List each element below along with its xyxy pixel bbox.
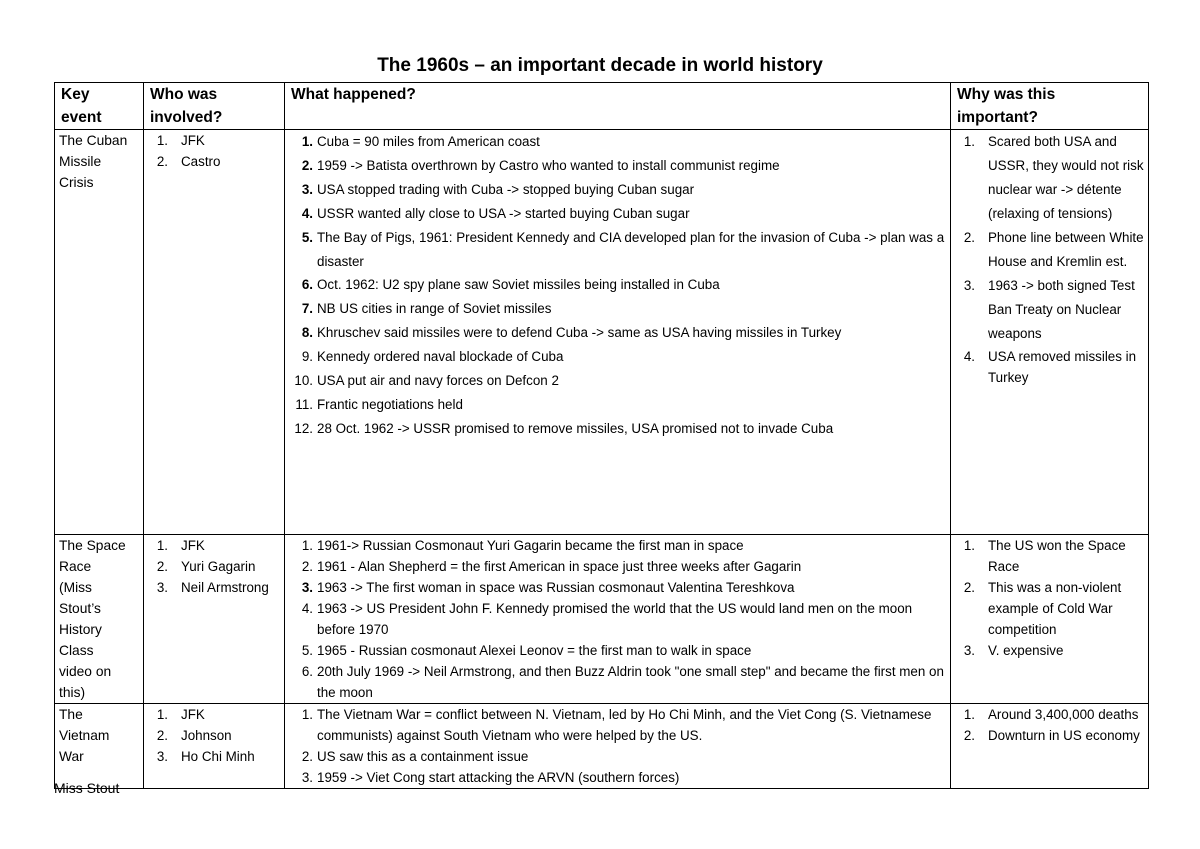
list-item: 4. 1963 -> US President John F. Kennedy promised the world that the US would land men on the moon before 1970 — [301, 601, 913, 637]
list-item: 5. The Bay of Pigs, 1961: President Kennedy and CIA developed plan for the invasion of Cuba -> plan was a disaster — [301, 230, 945, 269]
list-item: 1. The Vietnam War = conflict between N. Vietnam, led by Ho Chi Minh, and the Viet Cong (S. Vietnamese communists) against South Vietnam who were helped by the US. — [301, 707, 932, 743]
list-item: 3. V. expensive — [963, 643, 1064, 658]
header-who: Who was involved? — [144, 83, 285, 130]
what-cell — [285, 535, 951, 704]
history-table — [54, 82, 1149, 789]
list-item: 1. JFK — [156, 538, 205, 553]
list-item: 2. Yuri Gagarin — [156, 559, 256, 574]
what-cell — [285, 704, 951, 789]
header-why: Why was this important? — [951, 83, 1149, 130]
list-item: 3. 1963 -> The first woman in space was Russian cosmonaut Valentina Tereshkova — [301, 580, 795, 595]
list-item: 2. 1959 -> Batista overthrown by Castro who wanted to install communist regime — [301, 158, 780, 173]
footer-author: Miss Stout — [54, 780, 120, 796]
document-title: The 1960s – an important decade in world history — [377, 55, 823, 76]
list-item: 2. Phone line between White House and Kremlin est. — [963, 230, 1144, 269]
list-item: 4. USA removed missiles in Turkey — [963, 349, 1137, 385]
header-what: What happened? — [285, 83, 951, 130]
list-item: 6. 20th July 1969 -> Neil Armstrong, and then Buzz Aldrin took "one small step" and became the first men on the moon — [301, 664, 944, 700]
why-cell — [951, 130, 1149, 535]
list-item: 11. Frantic negotiations held — [295, 396, 463, 412]
list-item: 6. Oct. 1962: U2 spy plane saw Soviet missiles being installed in Cuba — [301, 277, 720, 292]
list-item: 1. Cuba = 90 miles from American coast — [301, 134, 540, 149]
list-item: 1. JFK — [156, 133, 205, 148]
list-item: 8. Khruschev said missiles were to defend Cuba -> same as USA having missiles in Turkey — [301, 325, 842, 340]
what-cell — [285, 130, 951, 535]
who-cell — [144, 704, 285, 789]
key-event-cell: The Space Race (Miss Stout’s History Class video on this) — [55, 535, 144, 704]
table-row — [55, 130, 1149, 535]
list-item: 3. Neil Armstrong — [156, 580, 269, 595]
list-item: 1. Around 3,400,000 deaths — [963, 707, 1139, 722]
list-item: 3. USA stopped trading with Cuba -> stopped buying Cuban sugar — [301, 182, 695, 197]
why-cell — [951, 535, 1149, 704]
who-cell — [144, 535, 285, 704]
list-item: 4. USSR wanted ally close to USA -> started buying Cuban sugar — [301, 206, 690, 221]
table-row — [55, 535, 1149, 704]
list-item: 1. The US won the Space Race — [963, 538, 1126, 574]
header-row — [55, 83, 1149, 130]
header-key-event: Key event — [55, 83, 144, 130]
list-item: 2. Downturn in US economy — [963, 728, 1140, 743]
list-item: 2. 1961 - Alan Shepherd = the first American in space just three weeks after Gagarin — [301, 559, 802, 574]
table-row — [55, 704, 1149, 789]
who-cell — [144, 130, 285, 535]
key-event-cell: The Cuban Missile Crisis — [55, 130, 144, 535]
list-item: 10. USA put air and navy forces on Defcon 2 — [294, 372, 559, 388]
list-item: 2. Castro — [156, 154, 221, 169]
list-item: 5. 1965 - Russian cosmonaut Alexei Leonov = the first man to walk in space — [301, 643, 752, 658]
list-item: 1. JFK — [156, 707, 205, 722]
list-item: 2. Johnson — [156, 728, 232, 743]
list-item: 3. 1959 -> Viet Cong start attacking the ARVN (southern forces) — [301, 770, 680, 785]
list-item: 2. This was a non-violent example of Cold War competition — [963, 580, 1122, 637]
why-cell — [951, 704, 1149, 789]
list-item: 1. Scared both USA and USSR, they would not risk nuclear war -> détente (relaxing of tensions) — [963, 134, 1144, 221]
list-item: 12. 28 Oct. 1962 -> USSR promised to remove missiles, USA promised not to invade Cuba — [294, 420, 834, 436]
list-item: 7. NB US cities in range of Soviet missiles — [301, 301, 552, 316]
key-event-cell: The Vietnam War — [55, 704, 144, 789]
list-item: 2. US saw this as a containment issue — [301, 749, 529, 764]
list-item: 3. Ho Chi Minh — [156, 749, 255, 764]
list-item: 1. 1961-> Russian Cosmonaut Yuri Gagarin became the first man in space — [301, 538, 744, 553]
list-item: 9. Kennedy ordered naval blockade of Cuba — [301, 348, 564, 364]
list-item: 3. 1963 -> both signed Test Ban Treaty on Nuclear weapons — [963, 278, 1135, 341]
